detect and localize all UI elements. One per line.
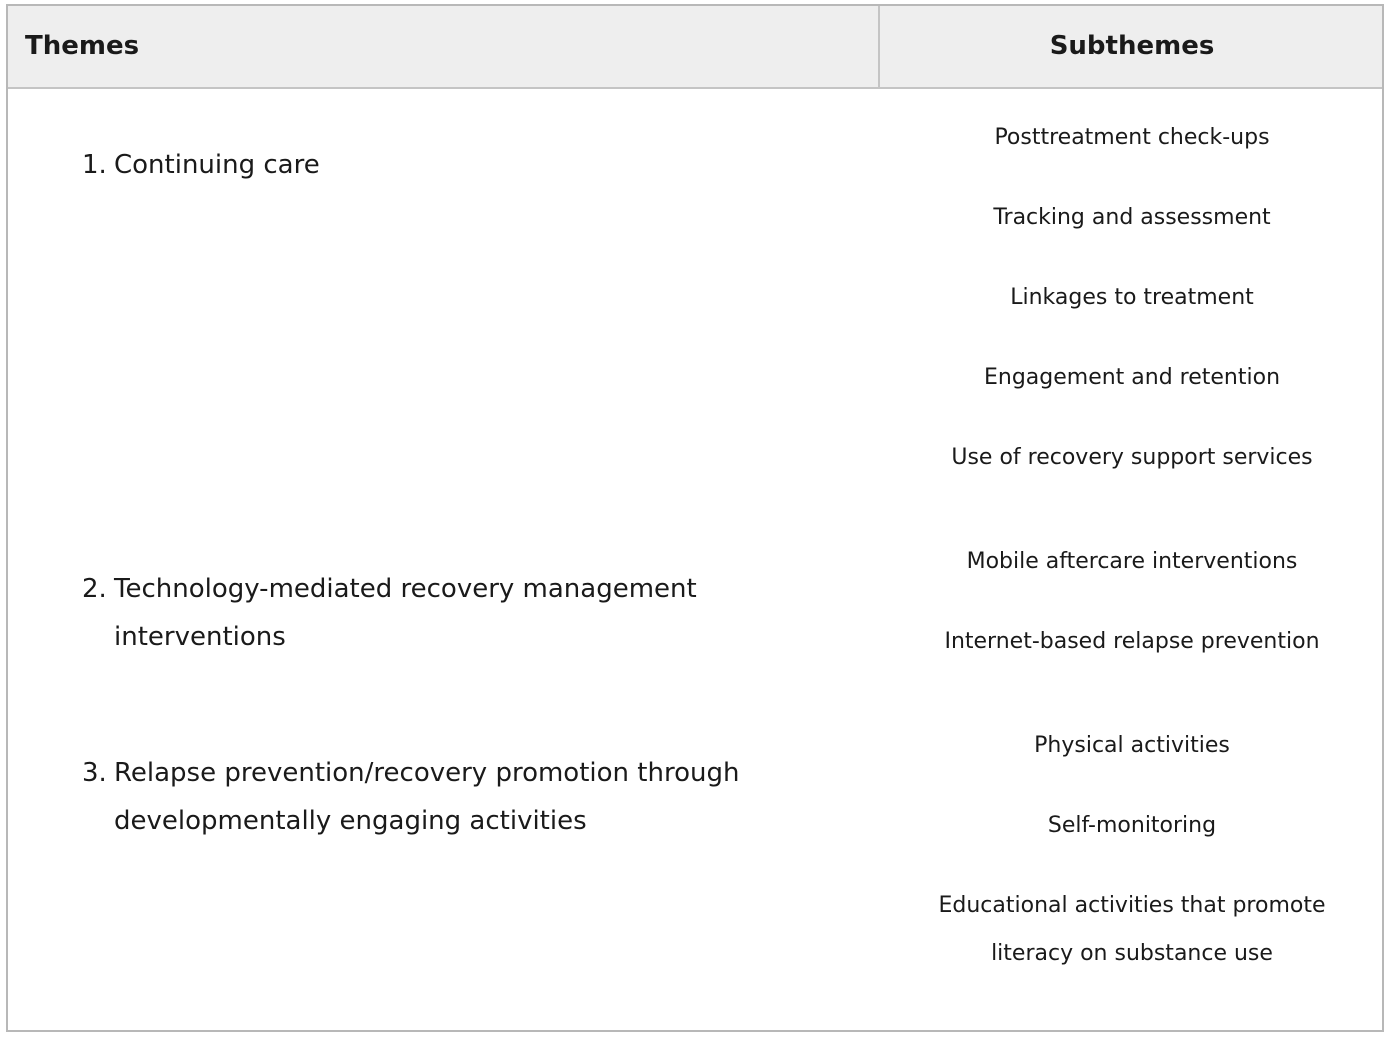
theme-text: Continuing care (114, 150, 320, 180)
themes-table (6, 4, 1384, 1032)
theme-text: Relapse prevention/recovery promotion through developmentally engaging activities (114, 758, 740, 836)
theme-number: 3. (82, 758, 107, 788)
header-subthemes: Subthemes (1049, 31, 1215, 61)
table-header-row (8, 6, 1382, 89)
theme-number: 2. (82, 574, 107, 604)
subtheme-item: Internet-based relapse prevention (944, 629, 1320, 654)
theme-item-relapse-prevention (82, 749, 782, 845)
subtheme-item: Engagement and retention (983, 365, 1281, 390)
subtheme-item: Posttreatment check-ups (994, 125, 1270, 150)
subtheme-item: Linkages to treatment (1010, 285, 1254, 310)
subtheme-item: Tracking and assessment (993, 205, 1271, 230)
subtheme-item: Use of recovery support services (951, 445, 1313, 470)
header-themes: Themes (25, 31, 140, 61)
theme-item-technology-mediated (82, 565, 782, 661)
theme-item-continuing-care (82, 141, 782, 189)
theme-number: 1. (82, 150, 107, 180)
subtheme-item: Physical activities (1034, 733, 1230, 758)
subtheme-item: Self-monitoring (1047, 813, 1217, 838)
subtheme-item: Mobile aftercare interventions (966, 549, 1298, 574)
subtheme-item: Educational activities that promote literacy on substance use (938, 893, 1326, 966)
theme-text: Technology-mediated recovery management interventions (114, 574, 697, 652)
